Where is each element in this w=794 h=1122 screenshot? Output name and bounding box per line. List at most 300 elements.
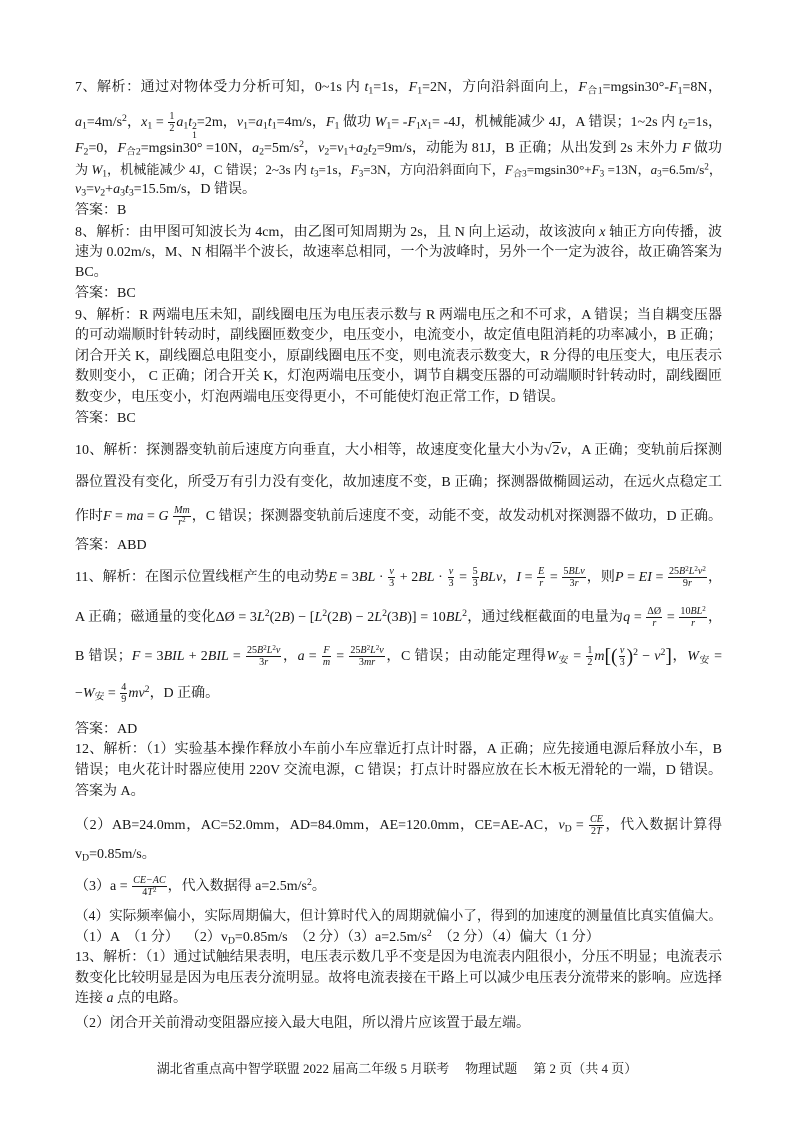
- math-variable: W: [687, 649, 699, 665]
- subscript: 2: [83, 146, 89, 158]
- text-run: )] = 10: [407, 610, 446, 626]
- math-variable: v: [389, 566, 394, 578]
- text-run: =: [569, 649, 586, 665]
- text-line: [75, 111, 723, 142]
- text-run: （2）AB=24.0mm，AC=52.0mm，AD=84.0mm，AE=120.0mm，CE=AE-AC，: [75, 818, 559, 833]
- superscript: 2: [382, 608, 387, 620]
- text-line: [75, 306, 722, 326]
- text-run: 作时: [75, 509, 103, 525]
- scoring-line: [75, 928, 722, 948]
- math-variable: B: [257, 645, 264, 657]
- superscript: 2: [685, 565, 689, 573]
- math-variable: Mm: [174, 505, 190, 516]
- subscript: D: [564, 823, 572, 835]
- math-variable: B: [281, 610, 290, 626]
- text-run: 答案：B: [75, 203, 127, 218]
- fraction-denominator: [619, 657, 626, 668]
- math-variable: r: [178, 517, 183, 529]
- text-run: （1）A （1 分） （2）v: [75, 930, 228, 945]
- subscript: 合2: [125, 146, 141, 158]
- math-variable: v: [275, 645, 281, 657]
- text-run: ，通过线框截面的电量为: [467, 610, 624, 626]
- math-variable: v: [448, 566, 454, 578]
- text-run: =: [651, 570, 667, 586]
- text-run: (2: [269, 610, 282, 626]
- math-variable: t: [364, 80, 369, 95]
- math-variable: t: [188, 115, 193, 130]
- text-line: [75, 814, 722, 838]
- text-run: =: [248, 115, 256, 130]
- subscript: 1: [147, 120, 153, 132]
- superscript: 2: [263, 644, 267, 652]
- text-run: =mgsin30°-: [602, 80, 670, 95]
- text-run: +: [105, 182, 114, 197]
- text-run: 的可动端顺时针转动时，副线圈匝数变少，电压变小，电流变小，故定值电阻消耗的功率减小，B 正确；: [75, 328, 722, 343]
- text-run: （2 分）（4）偏大（1 分）: [431, 930, 600, 945]
- math-variable: T: [147, 887, 153, 899]
- text-run: ，则: [586, 570, 615, 586]
- superscript: 2: [702, 565, 706, 573]
- text-run: 9、解析：R 两端电压未知，副线圈电压为电压表示数与 R 两端电压之和不可求，A 错误；当自耦变压器: [75, 308, 722, 323]
- text-run: 9: [682, 578, 688, 590]
- subscript: 1: [416, 120, 421, 132]
- math-variable: a: [113, 182, 121, 197]
- text-run: 2: [587, 657, 593, 669]
- math-variable: F: [350, 162, 359, 177]
- text-run: 错误；电火花计时器应使用 220V 交流电源，C 错误；打点计时器应放在长木板无滑轮的一端，D 错误。: [75, 763, 722, 778]
- fraction: [168, 111, 175, 135]
- math-variable: F: [504, 162, 513, 177]
- math-variable: a: [255, 115, 263, 130]
- text-run: =5m/s: [264, 141, 300, 156]
- text-run: 数变少，电压变小，灯泡两端电压变得更小，不可能使灯泡正常工作，D 错误。: [75, 390, 565, 405]
- fraction-numerator: [168, 111, 175, 123]
- fraction: [586, 645, 593, 669]
- text-line: [75, 644, 723, 669]
- math-variable: t: [267, 115, 272, 130]
- math-variable: a: [75, 115, 82, 130]
- text-run: ，D 正确。: [149, 686, 220, 701]
- text-run: −: [75, 686, 83, 701]
- math-variable: m: [322, 657, 331, 669]
- superscript: 2: [660, 647, 666, 659]
- fraction-denominator: [447, 578, 454, 589]
- superscript: 2: [152, 886, 157, 895]
- text-run: ，代入数据得 a=2.5m/s: [167, 879, 308, 895]
- math-variable: BIL: [163, 649, 185, 665]
- subscript: 1: [427, 120, 433, 132]
- answer-line: [75, 782, 722, 802]
- math-variable: a: [106, 991, 114, 1006]
- text-run: +: [348, 141, 357, 156]
- text-line: [75, 845, 722, 865]
- fraction-denominator: [682, 578, 693, 589]
- footer-page-number: 第 2 页（共 4 页）: [533, 1061, 638, 1076]
- text-run: ，机械能减少 4J，C 错误；2~3s 内: [106, 162, 311, 177]
- superscript: 2: [702, 605, 706, 613]
- text-run: (3: [387, 610, 399, 626]
- math-variable: BL: [445, 610, 463, 626]
- text-run: 答案：BC: [75, 411, 136, 426]
- subscript: 3: [313, 168, 319, 179]
- fraction-numerator: [388, 566, 394, 578]
- math-variable: L: [688, 566, 695, 578]
- text-run: ，: [707, 570, 722, 586]
- fraction-denominator: [538, 578, 544, 589]
- text-run: =2m，: [196, 115, 237, 130]
- text-run: 速为 0.02m/s，M、N 相隔半个波长，故速率总相同，一个为波峰时，另外一个一定为波谷，故正确答案为: [75, 245, 722, 260]
- text-run: ，代入数据计算得: [604, 818, 722, 833]
- math-variable: F: [117, 141, 126, 156]
- subscript: 1: [271, 120, 277, 132]
- fraction: [132, 875, 167, 899]
- superscript: 2: [299, 139, 304, 151]
- text-line: [75, 969, 722, 989]
- subscript: 1: [102, 168, 107, 179]
- text-run: 7、解析：通过对物体受力分析可知，0~1s 内: [75, 80, 365, 95]
- fraction: [173, 505, 191, 529]
- text-run: 25: [350, 645, 361, 657]
- fraction-numerator: [132, 875, 167, 887]
- text-run: 闭合开关 K，副线圈总电阻变小，原副线圈电压不变，则电流表示数变大，R 分得的电压变大，电压表示: [75, 349, 722, 364]
- answer-line: [75, 720, 722, 740]
- text-run: 答案：AD: [75, 722, 138, 737]
- text-run: 4: [142, 887, 148, 899]
- math-variable: v: [558, 818, 565, 833]
- text-run: 12、解析：（1）实验基本操作释放小车前小车应靠近打点计时器，A 正确；应先接通电源后释放小车，B: [75, 742, 722, 757]
- superscript: 2: [694, 565, 698, 573]
- superscript: 2: [322, 608, 328, 620]
- footer-subject: 物理试题: [465, 1061, 518, 1076]
- math-variable: x: [420, 115, 428, 130]
- text-run: =4m/s: [86, 115, 123, 130]
- text-run: =8N，: [682, 80, 723, 95]
- text-run: =9m/s，动能为 81J，B 正确；从出发到 2s 末外力: [376, 141, 682, 156]
- text-run: （3）a =: [75, 879, 132, 895]
- math-variable: mr: [363, 657, 376, 669]
- fraction: [646, 606, 662, 630]
- text-run: v: [75, 847, 82, 862]
- text-line: [75, 367, 722, 387]
- text-run: ，: [282, 649, 298, 665]
- math-variable: BLv: [479, 570, 503, 586]
- text-line: [75, 223, 722, 243]
- text-run: 3: [358, 657, 364, 669]
- fraction: [447, 566, 454, 590]
- fraction-numerator: [322, 645, 330, 657]
- math-variable: a: [650, 162, 658, 177]
- text-run: [169, 509, 173, 524]
- text-run: = -4J，机械能减少 4J，A 错误；1~2s 内: [432, 115, 679, 130]
- math-variable: r: [687, 578, 692, 590]
- subscript: 3: [599, 168, 605, 179]
- text-line: [75, 505, 722, 529]
- text-run: ΔØ: [647, 606, 662, 618]
- math-variable: I: [516, 570, 522, 586]
- text-line: [75, 875, 722, 899]
- text-run: 数变化比较明显是因为电压表分流明显。故将电流表接在干路上可以减少电压表分流带来的影响。应选择: [75, 971, 722, 986]
- math-variable: F: [408, 80, 418, 95]
- subscript: 2: [324, 146, 330, 158]
- math-variable: P: [614, 570, 624, 586]
- text-line: [75, 326, 722, 346]
- math-variable: a: [252, 141, 260, 156]
- math-variable: v: [379, 645, 384, 657]
- subscript: 3: [120, 187, 125, 199]
- math-variable: v: [697, 566, 703, 578]
- text-run: 2: [169, 123, 175, 135]
- math-variable: t: [678, 115, 683, 130]
- text-run: 3: [472, 578, 478, 590]
- superscript: 2: [633, 647, 639, 659]
- text-run: =: [546, 570, 562, 586]
- math-variable: F: [591, 162, 600, 177]
- text-run: =: [86, 182, 95, 197]
- subscript: 1: [243, 120, 248, 132]
- subscript: 合3: [512, 168, 527, 179]
- text-run: 连接: [75, 991, 107, 1006]
- text-run: =mgsin30°+: [526, 162, 592, 177]
- fraction-numerator: [472, 566, 479, 578]
- fraction-denominator: [569, 578, 580, 589]
- text-line: [75, 78, 722, 98]
- text-run: ，C 错误；由动能定理得: [385, 649, 547, 665]
- fraction-numerator: [589, 814, 604, 826]
- math-variable: mv: [128, 686, 145, 701]
- text-run: =: [709, 649, 723, 665]
- radicand: 2: [552, 443, 560, 458]
- text-run: 3: [389, 578, 395, 590]
- text-run: 5: [472, 566, 478, 578]
- math-variable: BLv: [568, 566, 585, 578]
- answer-line: [75, 409, 722, 429]
- superscript: 2: [192, 122, 197, 133]
- text-run: （2）闭合开关前滑动变阻器应接入最大电阻，所以滑片应该置于最左端。: [75, 1016, 530, 1031]
- math-variable: B: [398, 610, 408, 626]
- text-run: √: [543, 443, 552, 458]
- text-run: 1: [169, 111, 175, 122]
- text-run: =6.5m/s: [661, 162, 705, 177]
- text-run: 25: [246, 645, 258, 657]
- answer-line: [75, 284, 722, 304]
- text-run: 10、解析：探测器变轨前后速度方向垂直，大小相等，故速度变化量大小为: [75, 443, 544, 458]
- text-run: =0.85m/s。: [89, 847, 156, 862]
- text-run: B 错误；: [75, 649, 132, 665]
- fraction-denominator: [358, 657, 376, 668]
- math-variable: W: [374, 115, 387, 130]
- text-run: =: [623, 570, 639, 586]
- math-variable: L: [266, 645, 273, 657]
- math-variable: r: [574, 578, 579, 590]
- subscript: 1: [192, 131, 197, 142]
- text-run: =13N，: [604, 162, 651, 177]
- page-footer: [0, 1061, 794, 1077]
- math-variable: BL: [690, 606, 703, 618]
- text-run: = 3: [336, 570, 359, 586]
- math-variable: L: [314, 610, 323, 626]
- text-run: ) − 2: [347, 610, 375, 626]
- text-run: 2: [591, 826, 597, 838]
- text-run: 答案为 A。: [75, 784, 145, 799]
- math-variable: x: [599, 225, 606, 240]
- math-variable: E: [538, 566, 545, 578]
- fraction: [537, 566, 545, 590]
- text-run: (2: [327, 610, 339, 626]
- answer-line: [75, 536, 722, 556]
- text-run: −: [638, 649, 655, 665]
- text-line: [75, 388, 722, 408]
- math-variable: v: [94, 182, 101, 197]
- text-run: BC。: [75, 265, 108, 280]
- text-run: ，A 正确；变轨前后探测: [566, 443, 722, 458]
- fraction-denominator: [322, 657, 331, 668]
- text-run: =: [663, 610, 679, 626]
- math-variable: x: [141, 115, 148, 130]
- fraction: [679, 606, 706, 630]
- text-run: 1: [587, 645, 593, 657]
- subscript: 1: [677, 85, 683, 97]
- fraction-denominator: [586, 657, 593, 668]
- subscript: D: [227, 935, 235, 947]
- math-variable: v: [337, 141, 344, 156]
- text-run: 点的电路。: [113, 991, 187, 1006]
- math-variable: BL: [358, 570, 376, 586]
- text-run: 25: [668, 566, 680, 578]
- text-run: =0，: [88, 141, 118, 156]
- answer-line: [75, 201, 722, 221]
- fraction: [349, 645, 384, 669]
- math-variable: q: [623, 610, 631, 626]
- subscript: 2: [100, 187, 106, 199]
- superscript: 2: [704, 161, 709, 172]
- fraction-numerator: [562, 566, 585, 578]
- math-variable: F: [325, 115, 335, 130]
- fraction-numerator: [619, 645, 625, 657]
- bracket: ): [626, 646, 634, 668]
- fraction: [668, 566, 707, 590]
- subscript: 2: [259, 146, 264, 158]
- math-variable: v: [654, 649, 661, 665]
- math-variable: B: [338, 610, 348, 626]
- text-run: 为: [75, 162, 92, 177]
- text-run: 3: [448, 578, 454, 590]
- superscript: 2: [375, 644, 380, 652]
- text-line: [75, 989, 722, 1009]
- math-variable: W: [91, 162, 103, 177]
- text-run: 9: [121, 694, 127, 706]
- text-run: =2N，方向沿斜面向上，: [422, 80, 579, 95]
- fraction: [322, 645, 331, 669]
- text-run: ，C 错误；探测器变轨前后速度不变，动能不变，故发动机对探测器不做功，D 正确。: [191, 509, 722, 525]
- text-run: = -: [391, 115, 408, 130]
- text-run: =: [329, 141, 338, 156]
- math-variable: r: [264, 657, 269, 669]
- fraction-denominator: [590, 826, 603, 837]
- math-variable: F: [407, 115, 417, 130]
- math-variable: L: [374, 610, 383, 626]
- math-variable: W: [82, 686, 95, 701]
- text-line: [75, 605, 722, 630]
- text-run: 3: [569, 578, 575, 590]
- text-run: =: [521, 570, 537, 586]
- math-variable: v: [318, 141, 325, 156]
- text-run: ，: [502, 570, 517, 586]
- text-run: 8、解析：由甲图可知波长为 4cm，由乙图可知周期为 2s，且 N 向上运动，故该波向: [75, 225, 600, 240]
- text-run: =: [455, 570, 471, 586]
- subscript: D: [82, 852, 90, 864]
- math-variable: F: [681, 141, 691, 156]
- text-line: [75, 761, 722, 781]
- text-run: A 正确；磁通量的变化ΔØ = 3: [75, 610, 257, 626]
- text-run: 10: [680, 606, 691, 618]
- math-variable: F: [669, 80, 678, 95]
- text-run: 轴正方向传播，波: [605, 225, 723, 240]
- subscript: 安: [558, 654, 570, 666]
- fraction-numerator: [586, 645, 593, 657]
- math-variable: F: [323, 645, 330, 657]
- text-run: =0.85m/s （2 分）（3）a=2.5m/s: [234, 930, 427, 945]
- text-run: 3: [259, 657, 265, 669]
- text-line: [75, 565, 722, 590]
- superscript: 2: [426, 928, 432, 940]
- subscript: 安: [94, 691, 105, 703]
- fraction: [246, 645, 281, 669]
- text-run: 11、解析：在图示位置线框产生的电动势: [75, 570, 329, 586]
- text-run: ，: [126, 115, 142, 130]
- fraction-denominator: [472, 578, 479, 589]
- text-run: =1s，: [687, 115, 723, 130]
- math-variable: EI: [638, 570, 652, 586]
- superscript: 2: [307, 877, 312, 889]
- text-run: ·: [434, 570, 447, 586]
- subscript: 3: [128, 187, 134, 199]
- bracket: ]: [665, 646, 672, 668]
- text-line: [75, 180, 722, 200]
- fraction-numerator: [448, 566, 454, 578]
- fraction-denominator: [120, 694, 127, 705]
- superscript: 2: [462, 608, 468, 620]
- subscript: 安: [698, 654, 710, 666]
- text-run: 4: [121, 682, 127, 693]
- math-variable: F: [578, 80, 587, 95]
- subscript: 2: [363, 146, 368, 158]
- math-variable: a: [176, 115, 184, 130]
- text-line: [75, 139, 722, 159]
- text-run: =: [630, 610, 646, 626]
- math-variable: a: [356, 141, 364, 156]
- subscript: 1: [183, 120, 189, 132]
- math-variable: t: [368, 141, 372, 156]
- superscript: 2: [272, 644, 276, 652]
- math-variable: F: [131, 649, 141, 665]
- math-variable: v: [75, 182, 82, 197]
- fraction: [562, 566, 585, 590]
- subscript: 3: [657, 168, 662, 179]
- text-run: =mgsin30° =10N，: [140, 141, 253, 156]
- fraction-numerator: [668, 566, 707, 578]
- text-line: [75, 160, 722, 180]
- subscript: 1: [334, 120, 340, 132]
- fraction-numerator: [679, 606, 706, 618]
- text-line: [75, 347, 722, 367]
- text-run: =: [332, 649, 349, 665]
- text-run: 13、解析：（1）通过试触结果表明，电压表示数几乎不变是因为电流表内阻很小，分压不明显；电流表示: [75, 950, 722, 965]
- math-variable: v: [619, 645, 625, 657]
- fraction-numerator: [646, 606, 662, 618]
- text-run: 答案：BC: [75, 286, 136, 301]
- text-line: [75, 441, 722, 461]
- superscript: 2: [182, 516, 186, 525]
